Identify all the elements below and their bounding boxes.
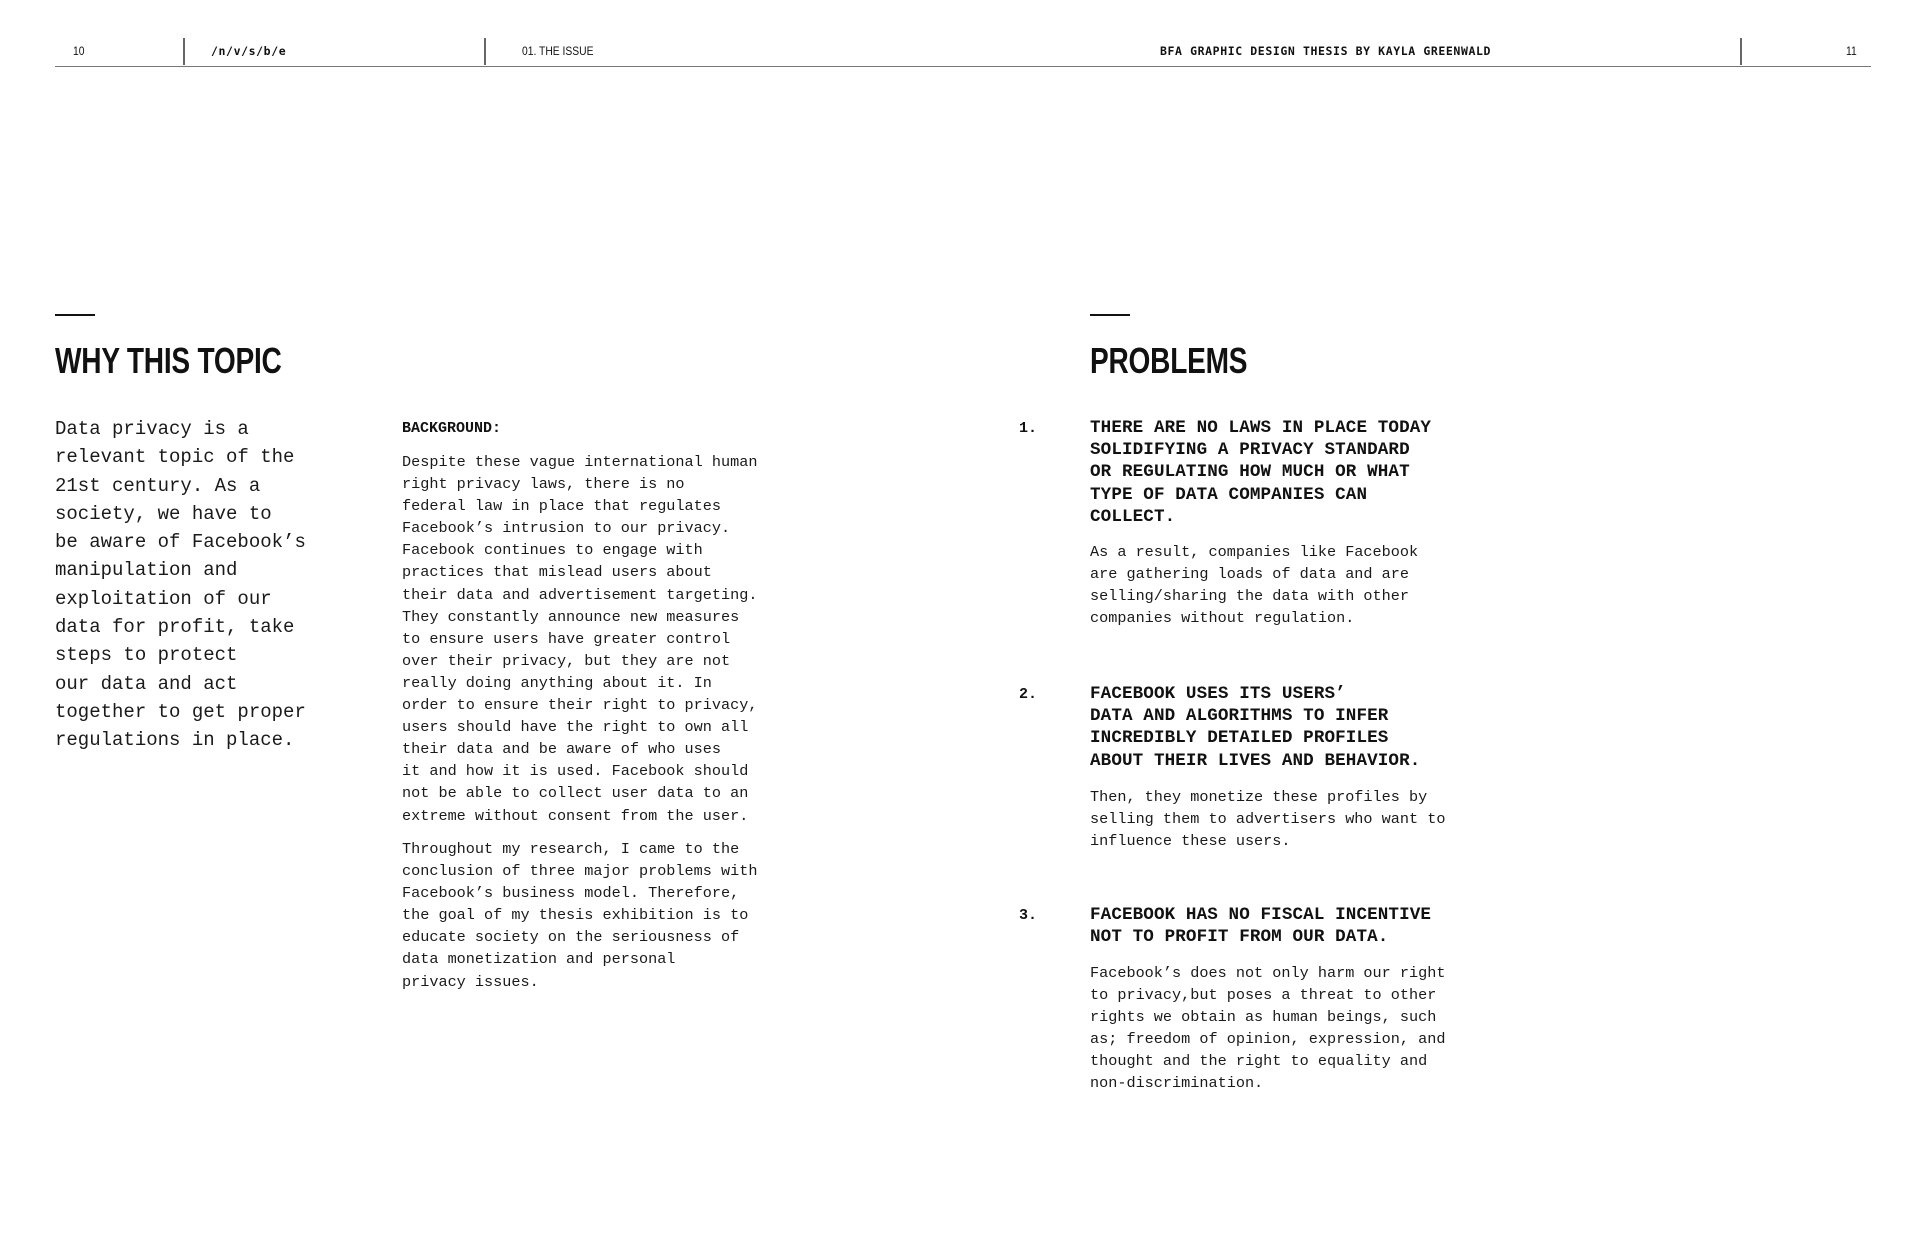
why-this-topic-heading: WHY THIS TOPIC [55,340,282,381]
running-header [55,38,1871,67]
problem-heading: FACEBOOK HAS NO FISCAL INCENTIVE NOT TO PROFIT FROM OUR DATA. [1090,905,1432,948]
problem-number: 1. [1019,420,1038,437]
header-divider [1740,38,1742,65]
left-page-number: 10 [73,44,85,58]
header-divider [484,38,486,65]
section-label: 01. THE ISSUE [522,44,594,58]
problem-body: Facebook’s does not only harm our right to privacy,but poses a threat to other rights we obtain as human beings, such as; freedom of opinion, expression, and thought and the right to equality and non-discrimination. [1090,964,1446,1093]
intro-statement: Data privacy is a relevant topic of the 21st century. As a society, we have to be aware of Facebook’s manipulation and exploitation of our data for profit, take steps to protect our data and act together to get proper regulations in place. [55,418,306,752]
problems-heading: PROBLEMS [1090,340,1248,381]
problem-number: 3. [1019,907,1038,924]
section-rule [1090,314,1130,316]
thesis-credit: BFA GRAPHIC DESIGN THESIS BY KAYLA GREENWALD [1160,44,1492,58]
background-paragraph: Throughout my research, I came to the conclusion of three major problems with Facebook’s business model. Therefore, the goal of my thesis exhibition is to educate society on the seriousness of data monetization and personal privacy issues. [402,840,758,991]
background-paragraph: Despite these vague international human right privacy laws, there is no federal law in place that regulates Facebook’s intrusion to our privacy. Facebook continues to engage with practices that mislead users about their data and advertisement targeting. They constantly announce new measures to ensure users have greater control over their privacy, but they are not really doing anything about it. In order to ensure their right to privacy, users should have the right to own all their data and be aware of who uses it and how it is used. Facebook should not be able to collect user data to an extreme without consent from the user. [402,453,758,825]
background-label: BACKGROUND: [402,420,502,437]
problem-number: 2. [1019,686,1038,703]
problem-body: As a result, companies like Facebook are gathering loads of data and are selling/sharing the data with other companies without regulation. [1090,543,1419,628]
problem-heading: THERE ARE NO LAWS IN PLACE TODAY SOLIDIFYING A PRIVACY STANDARD OR REGULATING HOW MUCH OR WHAT TYPE OF DATA COMPANIES CAN COLLECT. [1090,418,1432,527]
problem-heading: FACEBOOK USES ITS USERS’ DATA AND ALGORITHMS TO INFER INCREDIBLY DETAILED PROFILES ABOUT THEIR LIVES AND BEHAVIOR. [1090,684,1421,771]
right-page-number: 11 [1846,44,1857,58]
section-rule [55,314,95,316]
problem-body: Then, they monetize these profiles by selling them to advertisers who want to influence these users. [1090,788,1446,851]
header-divider [183,38,185,65]
journal-name: /n/v/s/b/e [211,44,287,58]
